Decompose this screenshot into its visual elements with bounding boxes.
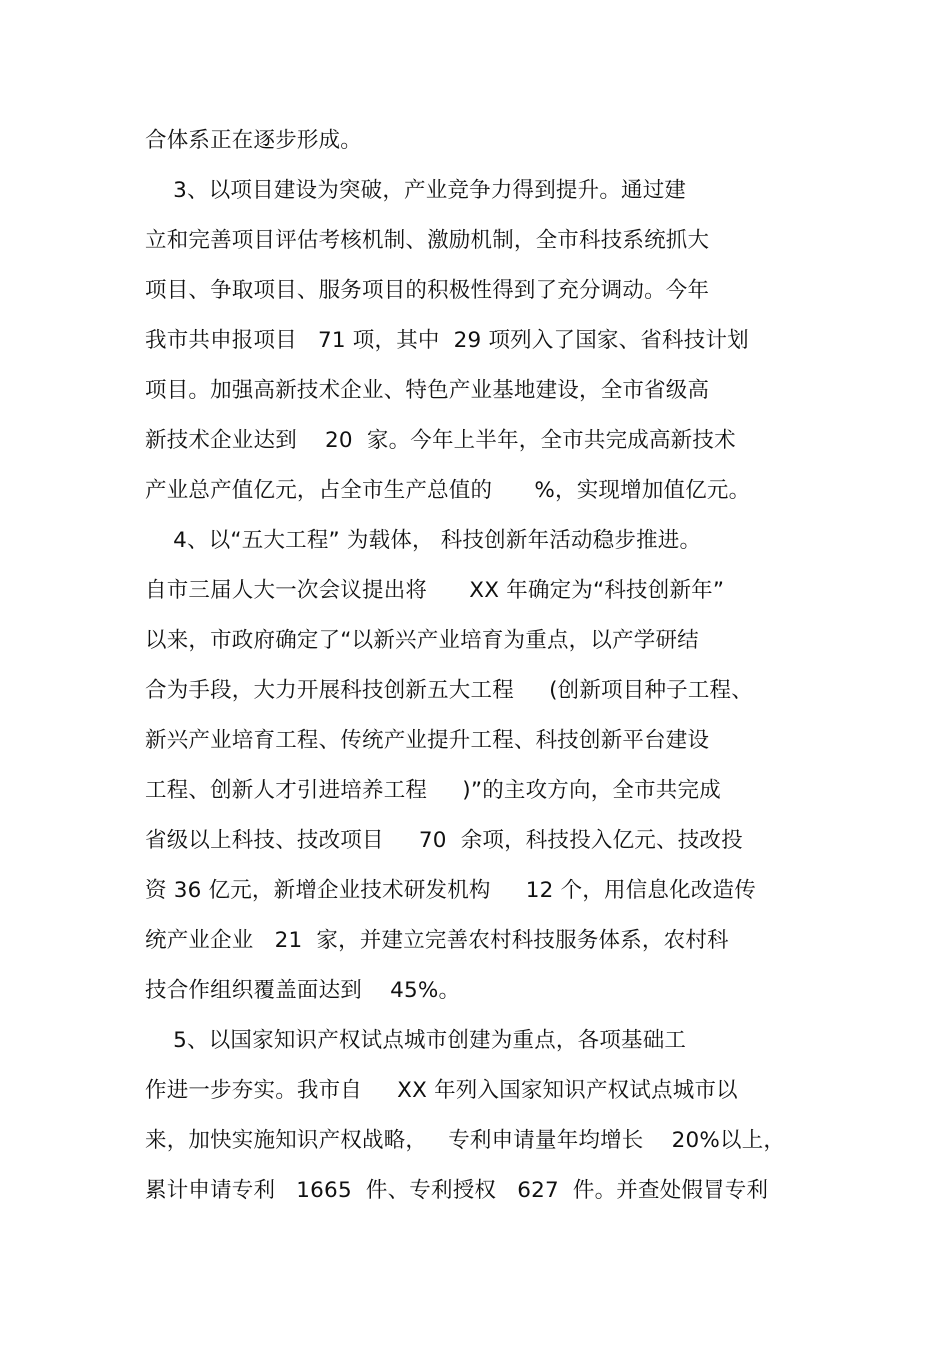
text-line: 合为手段，大力开展科技创新五大工程 (创新项目种子工程、 [145, 678, 753, 703]
text-line: 以来，市政府确定了“以新兴产业培育为重点，以产学研结 [145, 628, 699, 653]
text-line: 统产业企业 21 家，并建立完善农村科技服务体系，农村科 [145, 928, 729, 953]
text-line: 省级以上科技、技改项目 70 余项，科技投入亿元、技改投 [145, 828, 743, 853]
text-line: 自市三届人大一次会议提出将 XX 年确定为“科技创新年” [145, 578, 725, 603]
text-line: 4、以“五大工程” 为载体， 科技创新年活动稳步推进。 [145, 528, 702, 553]
text-line: 3、以项目建设为突破，产业竞争力得到提升。通过建 [145, 178, 687, 203]
text-line: 项目、争取项目、服务项目的积极性得到了充分调动。今年 [145, 278, 710, 303]
text-line: 立和完善项目评估考核机制、激励机制，全市科技系统抓大 [145, 228, 710, 253]
text-line: 我市共申报项目 71 项，其中 29 项列入了国家、省科技计划 [145, 328, 749, 353]
text-line: 新兴产业培育工程、传统产业提升工程、科技创新平台建设 [145, 728, 710, 753]
text-line: 新技术企业达到 20 家。今年上半年，全市共完成高新技术 [145, 428, 736, 453]
text-line: 产业总产值亿元，占全市生产总值的 %，实现增加值亿元。 [145, 478, 751, 503]
text-line: 技合作组织覆盖面达到 45%。 [145, 978, 461, 1003]
text-line: 5、以国家知识产权试点城市创建为重点，各项基础工 [145, 1028, 687, 1053]
text-line: 资 36 亿元，新增企业技术研发机构 12 个，用信息化改造传 [145, 878, 756, 903]
text-line: 合体系正在逐步形成。 [145, 128, 363, 153]
text-line: 工程、创新人才引进培养工程 )”的主攻方向，全市共完成 [145, 778, 721, 803]
text-line: 累计申请专利 1665 件、专利授权 627 件。并查处假冒专利 [145, 1178, 769, 1203]
text-line: 项目。加强高新技术企业、特色产业基地建设，全市省级高 [145, 378, 710, 403]
text-line: 来，加快实施知识产权战略， 专利申请量年均增长 20%以上， [145, 1128, 786, 1153]
text-line: 作进一步夯实。我市自 XX 年列入国家知识产权试点城市以 [145, 1078, 738, 1103]
